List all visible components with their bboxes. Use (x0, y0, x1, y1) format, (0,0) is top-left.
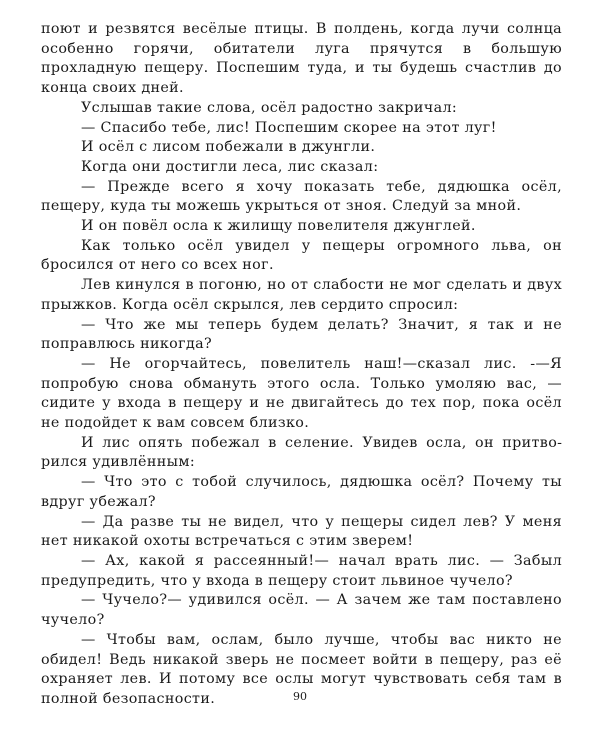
paragraph: Лев кинулся в погоню, но от слабости не мог сделать и двух прыжков. Когда осёл скрылся, лев сердито спросил: (41, 277, 562, 313)
paragraph: — Спасибо тебе, лис! Поспешим скорее на этот луг! (81, 119, 497, 136)
paragraph: — Чучело?— удивился осёл. — А зачем же там поставлено чучело? (41, 592, 562, 629)
paragraph: — Ах, какой я рассеянный!— начал врать лис. — Забыл предупредить, что у входа в пещеру стоит львиное чучело? (41, 552, 562, 589)
page-body (41, 20, 562, 710)
paragraph: — Что это с тобой случилось, дядюшка осёл? Почему ты вдруг убежал? (41, 474, 562, 510)
paragraph: Когда они достигли леса, лис сказал: (81, 158, 379, 175)
paragraph: Как только осёл увидел у пещеры огромного льва, он бросился от него со всех ног. (41, 237, 562, 274)
paragraph: — Что же мы теперь будем делать? Значит, я так и не поправлюсь никогда? (41, 316, 562, 353)
paragraph: — Не огорчайтесь, повелитель наш!—сказал лис. -—Я попробую снова обмануть этого осла. Только умоляю вас, — сидите у входа в пещеру и не двигайтесь до тех пор, пока осёл не подойдет к вам совсем близко. (41, 355, 562, 432)
paragraph: — Чтобы вам, ослам, было лучше, чтобы вас никто не обидел! Ведь никакой зверь не посмеет войти в пещеру, раз её охраняет лев. И потому все ослы могут чувствовать себя там в полной безопасности. (41, 631, 562, 707)
paragraph: Услышав такие слова, осёл радостно закричал: (81, 99, 458, 116)
paragraph: — Прежде всего я хочу показать тебе, дядюшка осёл, пещеру, куда ты можешь укрыться от зноя. Следуй за мной. (41, 178, 562, 215)
paragraph: поют и резвятся весёлые птицы. В полдень, когда лучи солнца особенно горячи, обитатели луга прячутся в большую прохладную пещеру. Поспешим туда, и ты будешь счастлив до конца своих дней. (41, 21, 562, 97)
paragraph: — Да разве ты не видел, что у пещеры сидел лев? У меня нет никакой охоты встречаться с этим зверем! (41, 513, 562, 550)
page-number: 90 (293, 690, 307, 703)
paragraph: И осёл с лисом побежали в джунгли. (81, 139, 376, 156)
paragraph: И лис опять побежал в селение. Увидев осла, он притворился удивлённым: (41, 434, 562, 471)
paragraph: И он повёл осла к жилищу повелителя джунглей. (81, 218, 476, 235)
